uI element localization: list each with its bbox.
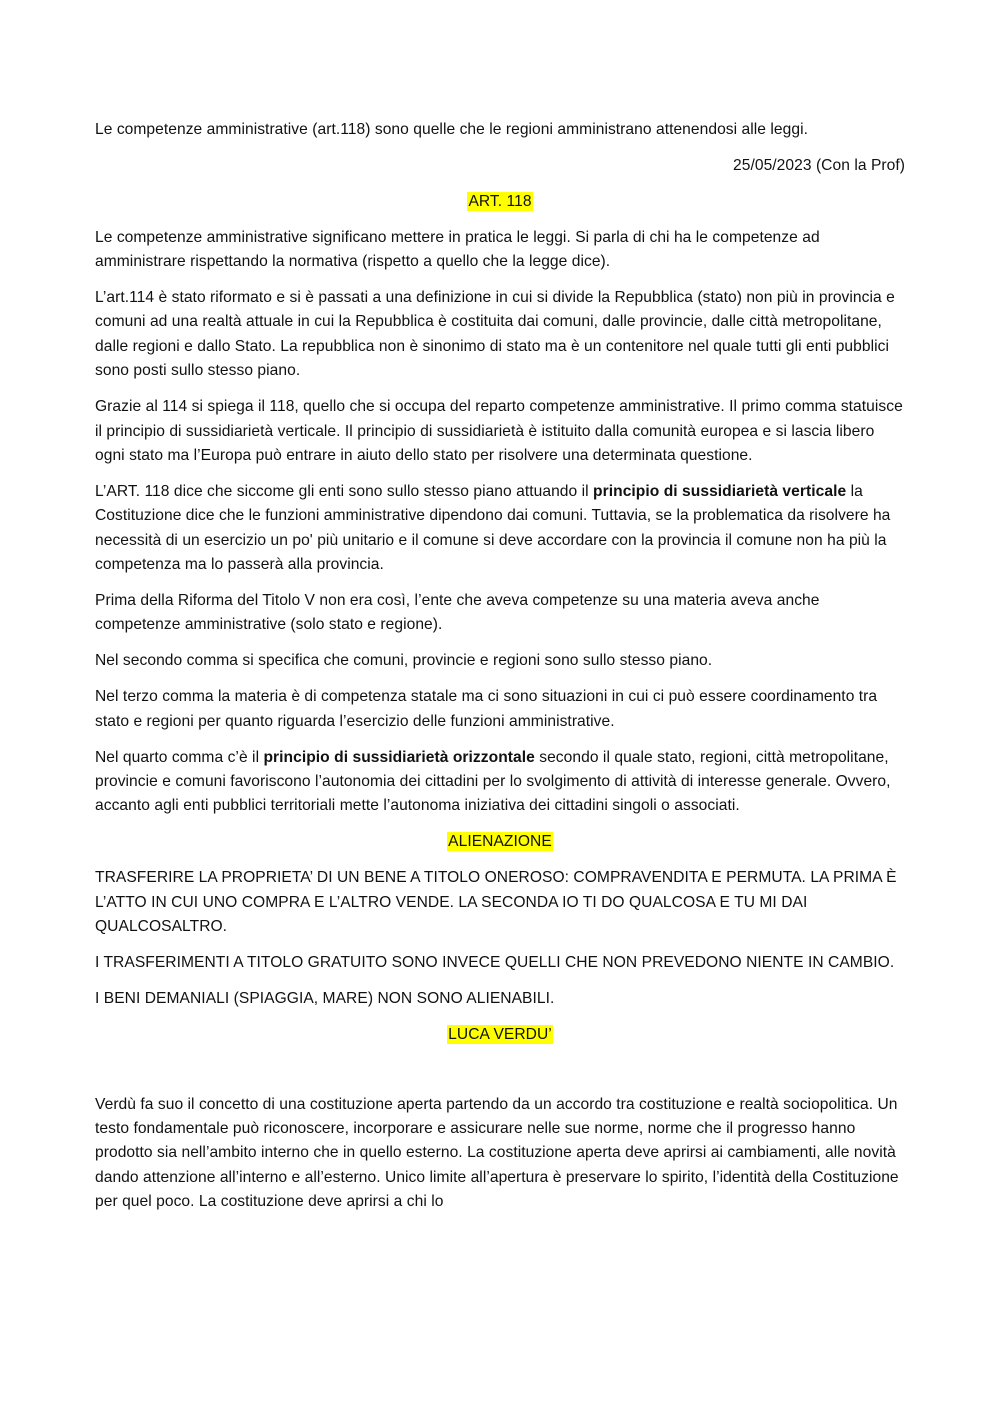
paragraph-8-end: secondo il quale stato, regioni, città metropolitane, provincie e comuni favoriscono l’autonomia dei cittadini per lo svolgimento di attività di interesse generale. Ovvero, accanto agli enti pubblici territoriali mette l’autonoma iniziativa dei cittadini singoli o associati. — [95, 748, 891, 815]
intro-paragraph: Le competenze amministrative (art.118) sono quelle che le regioni amministrano attenendosi alle leggi. — [95, 121, 808, 138]
paragraph-4 — [95, 480, 905, 578]
heading-verdu-line — [95, 1023, 905, 1047]
paragraph-6: Nel secondo comma si specifica che comuni, provincie e regioni sono sullo stesso piano. — [95, 652, 713, 670]
heading-alienazione: ALIENAZIONE — [448, 833, 552, 851]
heading-verdu: LUCA VERDU’ — [448, 1025, 552, 1043]
paragraph-8-start: Nel quarto comma c’è il — [95, 748, 264, 766]
paragraph-1: Le competenze amministrative significano mettere in pratica le leggi. Si parla di chi ha le competenze ad amministrare rispettando la normativa (rispetto a quello che la legge dice). — [95, 228, 820, 271]
heading-art118-line — [95, 190, 905, 214]
paragraph-12: Verdù fa suo il concetto di una costituzione aperta partendo da un accordo tra costituzione e realtà sociopolitica. Un testo fondamentale può riconoscere, incorporare e assicurare nelle sue norme, norme che il progresso hanno prodotto sia nell’ambito interno che in quello esterno. La costituzione aperta deve aprirsi ai cambiamenti, alle novità dando attenzione all’interno e all’esterno. Unico limite all’apertura è preservare lo spirito, l’identità della Costituzione per quel poco. La costituzione deve aprirsi a chi lo — [95, 1095, 899, 1211]
paragraph-2: L’art.114 è stato riformato e si è passati a una definizione in cui si divide la Repubblica (stato) non più in provincia e comuni ad una realtà attuale in cui la Repubblica è costituita dai comuni, dalle provincie, dalle città metropolitane, dalle regioni e dallo Stato. La repubblica non è sinonimo di stato ma è un contenitore nel quale tutti gli enti pubblici sono posti sullo stesso piano. — [95, 289, 895, 380]
paragraph-9: TRASFERIRE LA PROPRIETA’ DI UN BENE A TITOLO ONEROSO: COMPRAVENDITA E PERMUTA. LA PRIMA È L’ATTO IN CUI UNO COMPRA E L’ALTRO VENDE. LA SECONDA IO TI DO QUALCOSA E TU MI DAI QUALCOSALTRO. — [95, 869, 897, 935]
paragraph-4-start: L’ART. 118 dice che siccome gli enti sono sullo stesso piano attuando il — [95, 482, 594, 500]
paragraph-5: Prima della Riforma del Titolo V non era così, l’ente che aveva competenze su una materia aveva anche competenze amministrative (solo stato e regione). — [95, 592, 820, 634]
paragraph-10: I TRASFERIMENTI A TITOLO GRATUITO SONO INVECE QUELLI CHE NON PREVEDONO NIENTE IN CAMBIO. — [95, 953, 895, 971]
principle-horizontal-bold: principio di sussidiarietà orizzontale — [263, 748, 535, 766]
heading-alienazione-line — [95, 830, 905, 854]
paragraph-4-end: la Costituzione dice che le funzioni amministrative dipendono dai comuni. Tuttavia, se la problematica da risolvere ha necessità di un esercizio un po' più unitario e il comune si deve accordare con la provincia il comune non ha più la competenza ma lo passerà alla provincia. — [95, 482, 891, 574]
heading-art118: ART. 118 — [468, 192, 532, 210]
document-page — [95, 118, 905, 1226]
paragraph-7: Nel terzo comma la materia è di competenza statale ma ci sono situazioni in cui ci può essere coordinamento tra stato e regioni per quanto riguarda l’esercizio delle funzioni amministrative. — [95, 688, 878, 730]
principle-vertical-bold: principio di sussidiarietà verticale — [593, 482, 847, 500]
paragraph-3: Grazie al 114 si spiega il 118, quello che si occupa del reparto competenze amministrative. Il primo comma statuisce il principio di sussidiarietà verticale. Il principio di sussidiarietà è istituito dalla comunità europea e si lascia libero ogni stato ma l’Europa può entrare in aiuto dello stato per risolvere una determinata questione. — [95, 398, 903, 464]
paragraph-8 — [95, 746, 905, 819]
date-line: 25/05/2023 (Con la Prof) — [733, 156, 905, 174]
blank-line — [95, 1059, 905, 1093]
paragraph-11: I BENI DEMANIALI (SPIAGGIA, MARE) NON SONO ALIENABILI. — [95, 989, 555, 1007]
